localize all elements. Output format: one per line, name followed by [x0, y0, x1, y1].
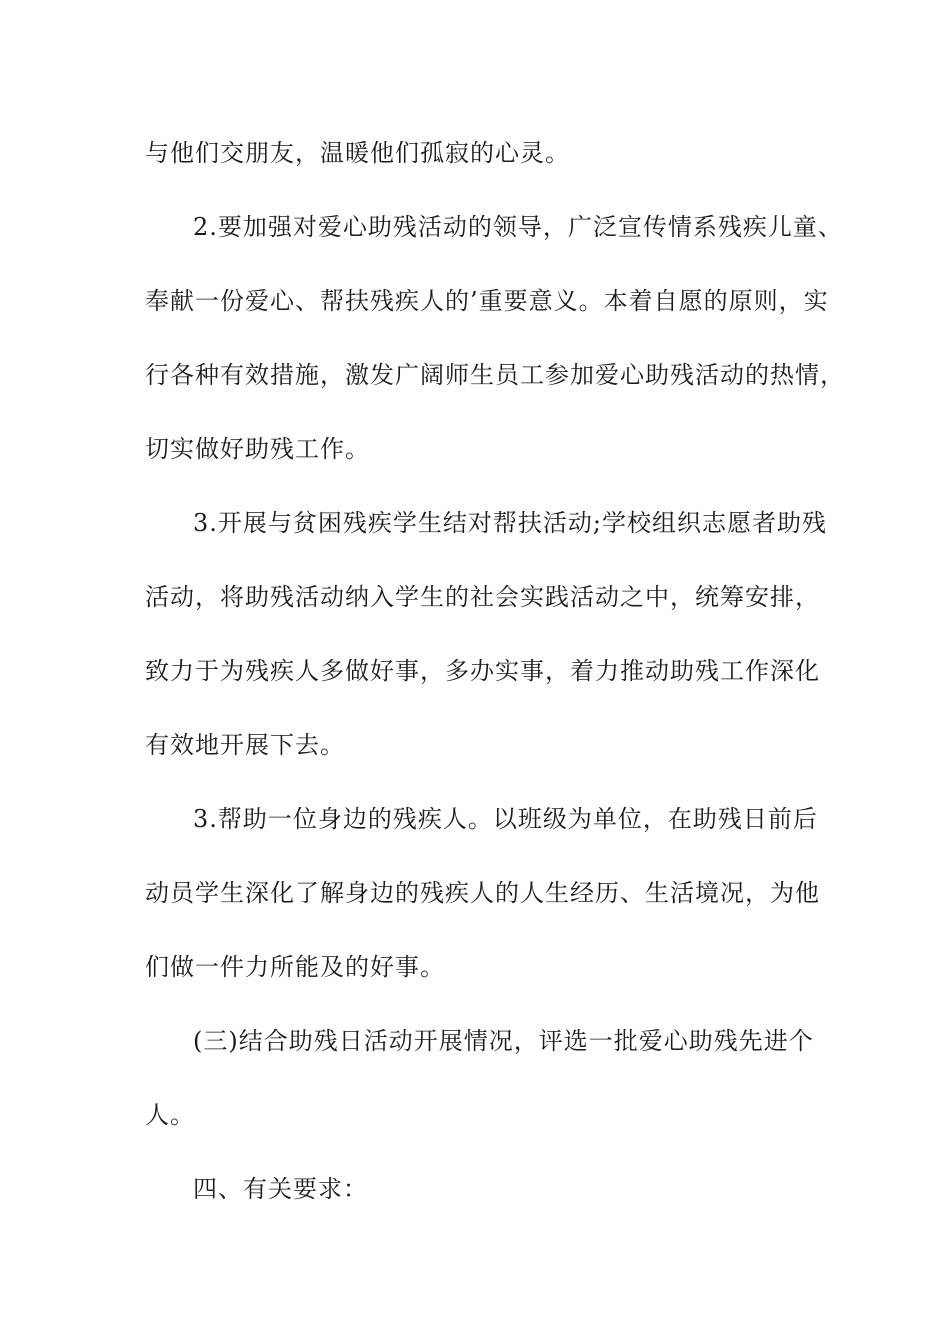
text-line: 有效地开展下去。	[145, 731, 345, 759]
section-heading: 四、有关要求：	[193, 1175, 368, 1203]
text-line: 切实做好助残工作。	[145, 435, 370, 463]
text-line: 行各种有效措施，激发广阔师生员工参加爱心助残活动的热情，	[145, 361, 845, 389]
text-line: 们做一件力所能及的好事。	[145, 953, 445, 981]
text-line: 活动，将助残活动纳入学生的社会实践活动之中，统筹安排，	[145, 583, 820, 611]
paragraph-start-line: 3.帮助一位身边的残疾人。以班级为单位，在助残日前后	[193, 805, 818, 833]
text-line: 与他们交朋友，温暖他们孤寂的心灵。	[145, 139, 570, 167]
paragraph-start-line: (三)结合助残日活动开展情况，评选一批爱心助残先进个	[193, 1027, 814, 1055]
text-line: 人。	[145, 1101, 195, 1129]
paragraph-start-line: 3.开展与贫困残疾学生结对帮扶活动;学校组织志愿者助残	[193, 509, 827, 537]
text-line: 动员学生深化了解身边的残疾人的人生经历、生活境况，为他	[145, 879, 820, 907]
text-line: 致力于为残疾人多做好事，多办实事，着力推动助残工作深化	[145, 657, 820, 685]
paragraph-start-line: 2.要加强对爱心助残活动的领导，广泛宣传情系残疾儿童、	[193, 213, 843, 241]
text-line: 奉献一份爱心、帮扶残疾人的’重要意义。本着自愿的原则，实	[145, 287, 829, 315]
